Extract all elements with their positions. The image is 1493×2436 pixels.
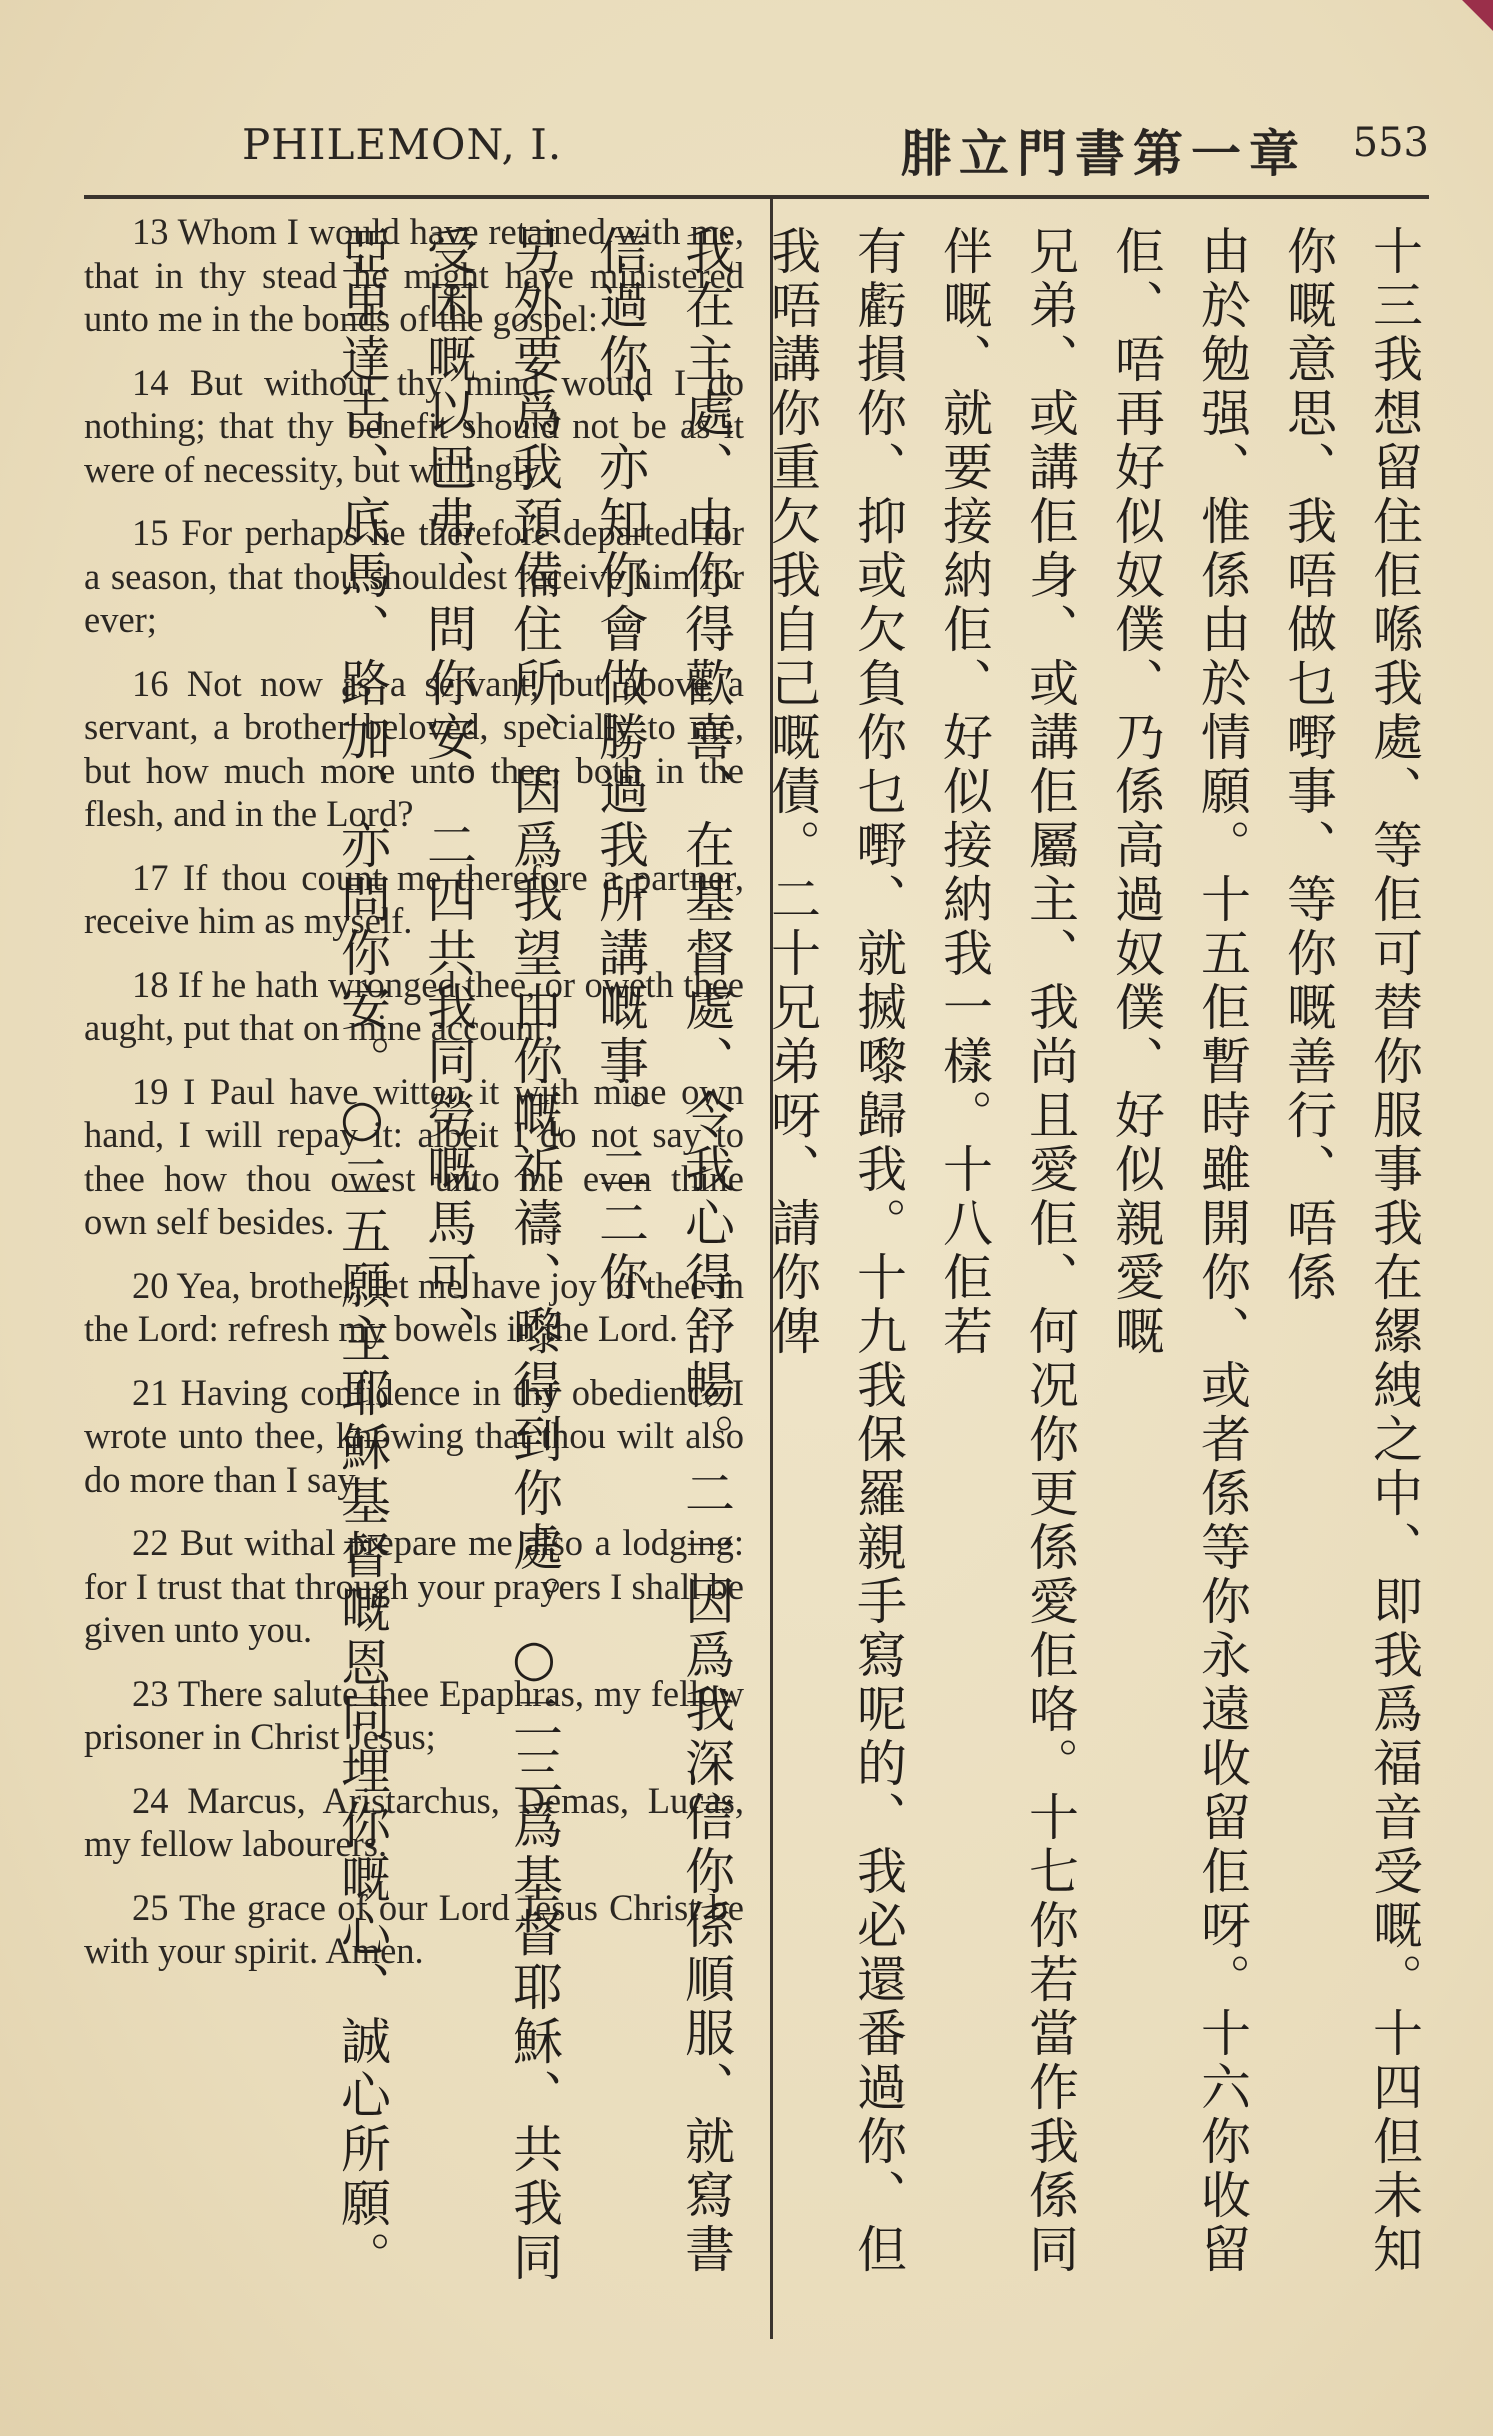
verse-22: 22 But withal prepare me also a lodging: for I trust that through your prayers I shall be given unto you. xyxy=(84,1522,744,1650)
verse-19: 19 I Paul have witten it with mine own hand, I will repay it: albeit I do not say to thee how thou owest unto me even thine own self besides. xyxy=(84,1070,744,1242)
page-number: 553 xyxy=(1352,120,1429,166)
verse-14: 14 But without thy mind would I do nothing; that thy benefit should not be as it were of necessity, but willingly. xyxy=(84,361,744,490)
chinese-line: 另外要爲我預備住所、因爲我望由你嘅祈禱、嚟得到你處。○二三爲基督耶穌、共我同受困嘅以巴弗、問你安。二四共我同勞嘅馬可、 xyxy=(419,225,563,2285)
verse-16: 16 Not now as a servant, but above a servant, a brother beloved, specially to me, but how much more unto thee, both in the flesh, and in the Lord? xyxy=(84,662,744,834)
verse-17: 17 If thou count me therefore a partner, receive him as myself. xyxy=(84,856,744,941)
verse-20: 20 Yea, brother, let me have joy of thee in the Lord: refresh my bowels in the Lord. xyxy=(84,1264,744,1349)
verse-23: 23 There salute thee Epaphras, my fellow prisoner in Christ Jesus; xyxy=(84,1672,744,1757)
verse-13: 13 Whom I would have retained with me, that in thy stead he might have ministered unto me in the bonds of the gospel: xyxy=(84,211,744,339)
verse-18: 18 If he hath wronged thee, or oweth thee aught, put that on mine account; xyxy=(84,963,744,1048)
verse-25: 25 The grace of our Lord Jesus Christ be with your spirit. Amen. xyxy=(84,1886,744,1971)
english-running-title: PHILEMON, I. xyxy=(242,120,563,169)
chinese-running-title: 腓立門書第一章 xyxy=(901,124,1307,183)
verse-15: 15 For perhaps he therefore departed for a season, that thou shouldest receive him for ever; xyxy=(84,512,744,640)
header-rule xyxy=(84,195,1429,199)
chinese-line: 亞里達古、底馬、路加、亦問你安。○二五願主耶穌基督嘅恩同埋你嘅心、誠心所願。 xyxy=(333,225,391,2285)
chinese-line: 我在主處、由你得歡喜、在基督處、令我心得舒暢。二一因爲我深信你係順服、就寫書信過你、亦知你會做勝過我所講嘅事。二二你 xyxy=(591,225,735,2277)
chinese-line: 兄弟、或講佢身、或講佢屬主、我尚且愛佢、何况你更係愛佢咯。十七你若當作我係同伴嘅、就要接納佢、好似接納我一樣。十八佢若 xyxy=(935,225,1079,2277)
chinese-line: 十三我想留住佢喺我處、等佢可替你服事我在縲絏之中、即我爲福音受嘅。十四但未知你嘅意思、我唔做乜嘢事、等你嘅善行、唔係 xyxy=(1279,225,1423,2277)
chinese-line: 有虧損你、抑或欠負你乜嘢、就搣嚟歸我。十九我保羅親手寫呢的、我必還番過你、但我唔講你重欠我自己嘅債。二十兄弟呀、請你俾 xyxy=(763,225,907,2277)
corner-tab-mark xyxy=(1459,0,1493,34)
verse-21: 21 Having confidence in thy obedience I wrote unto thee, knowing that thou wilt also do more than I say. xyxy=(84,1371,744,1500)
chinese-line: 由於勉强、惟係由於情願。十五佢暫時雖開你、或者係等你永遠收留佢呀。十六你收留佢、唔再好似奴僕、乃係高過奴僕、好似親愛嘅 xyxy=(1107,225,1251,2277)
page-header xyxy=(84,112,1429,192)
verse-24: 24 Marcus, Aristarchus, Demas, Lucas, my fellow labourers. xyxy=(84,1779,744,1864)
